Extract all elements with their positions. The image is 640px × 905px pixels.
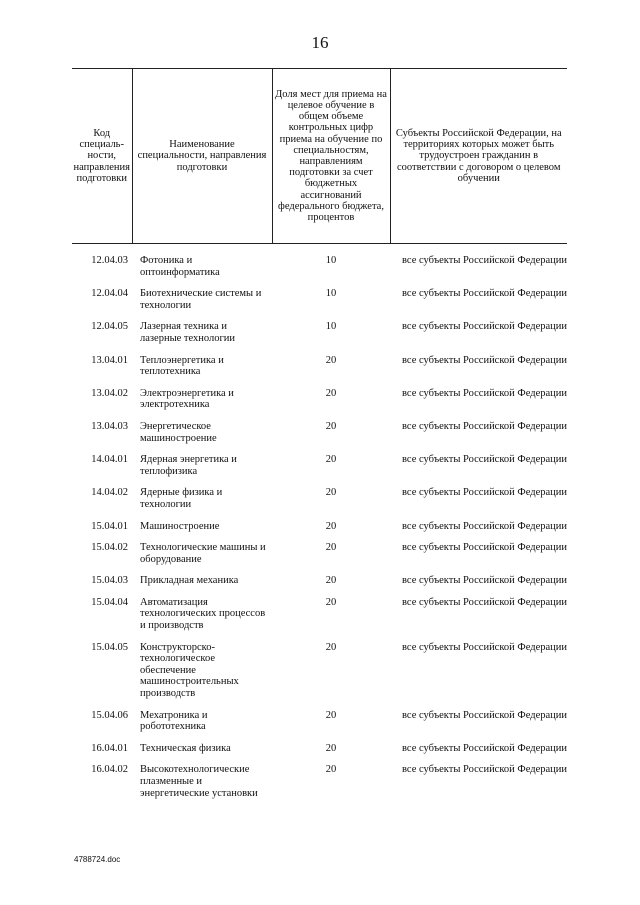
cell-share: 20 <box>325 742 337 754</box>
cell-share: 20 <box>325 520 337 532</box>
cell-code: 13.04.02 <box>91 387 128 399</box>
table-row <box>72 642 567 710</box>
cell-name: Машиностроение <box>140 520 220 532</box>
cell-code: 13.04.03 <box>91 420 128 432</box>
cell-name: Прикладная механика <box>140 575 239 587</box>
cell-share: 20 <box>325 420 337 432</box>
cell-code: 12.04.03 <box>91 255 128 266</box>
cell-code: 12.04.04 <box>91 288 128 300</box>
cell-share: 20 <box>325 354 337 366</box>
table-row <box>72 487 567 520</box>
cell-name: Мехатроника и робототехника <box>140 709 208 733</box>
cell-code: 14.04.02 <box>91 487 128 499</box>
cell-subjects: все субъекты Российской Федерации <box>402 487 567 499</box>
cell-subjects: все субъекты Российской Федерации <box>402 321 567 333</box>
page-number: 16 <box>311 33 329 52</box>
cell-name: Высокотехнологические плазменные и энергетические установки <box>140 764 258 799</box>
cell-name: Конструкторско-технологическое обеспечение машиностроительных производств <box>140 641 239 700</box>
cell-name: Ядерная энергетика и теплофизика <box>140 454 237 477</box>
table-row <box>72 575 567 597</box>
table-row <box>72 288 567 321</box>
table-row <box>72 597 567 642</box>
cell-subjects: все субъекты Российской Федерации <box>402 596 567 608</box>
cell-name: Фотоника и оптоинформатика <box>140 255 220 278</box>
cell-name: Ядерные физика и технологии <box>140 487 223 510</box>
cell-name: Техническая физика <box>140 742 231 754</box>
cell-name: Энергетическое машиностроение <box>140 420 217 444</box>
table-row <box>72 421 567 454</box>
cell-subjects: все субъекты Российской Федерации <box>402 354 567 366</box>
cell-share: 20 <box>325 575 337 587</box>
target-admission-table <box>72 68 567 809</box>
header-code: Код специаль-ности, направления подготовки <box>72 69 132 244</box>
cell-share: 20 <box>325 596 337 608</box>
cell-share: 20 <box>325 542 337 554</box>
document-filename: 4788724.doc <box>74 855 121 864</box>
header-name: Наименование специальности, направления подготовки <box>132 69 272 244</box>
cell-code: 15.04.04 <box>91 596 128 608</box>
cell-subjects: все субъекты Российской Федерации <box>402 542 567 554</box>
cell-code: 15.04.05 <box>91 641 128 653</box>
cell-name: Биотехнические системы и технологии <box>140 288 262 311</box>
cell-code: 15.04.06 <box>91 709 128 721</box>
cell-subjects: все субъекты Российской Федерации <box>402 575 567 587</box>
header-subjects: Субъекты Российской Федерации, на территориях которых может быть трудоустроен гражданин в соответствии с договором о целевом обучении <box>390 69 567 244</box>
table-row <box>72 521 567 543</box>
cell-share: 20 <box>325 641 337 653</box>
table-row <box>72 710 567 743</box>
table-header-row <box>72 69 567 244</box>
table-row <box>72 321 567 354</box>
cell-name: Теплоэнергетика и теплотехника <box>140 354 224 378</box>
table-row <box>72 743 567 765</box>
cell-code: 16.04.01 <box>91 742 128 754</box>
cell-name: Автоматизация технологических процессов и производств <box>140 596 266 632</box>
table-row <box>72 388 567 421</box>
cell-share: 10 <box>325 321 337 333</box>
cell-subjects: все субъекты Российской Федерации <box>402 255 567 266</box>
cell-code: 15.04.02 <box>91 542 128 554</box>
table-row <box>72 355 567 388</box>
cell-subjects: все субъекты Российской Федерации <box>402 641 567 653</box>
cell-subjects: все субъекты Российской Федерации <box>402 387 567 399</box>
cell-share: 20 <box>325 709 337 721</box>
cell-share: 20 <box>325 387 337 399</box>
cell-code: 15.04.03 <box>91 575 128 587</box>
cell-share: 20 <box>325 764 337 776</box>
table-row <box>72 764 567 809</box>
cell-share: 20 <box>325 454 337 466</box>
cell-subjects: все субъекты Российской Федерации <box>402 420 567 432</box>
cell-name: Технологические машины и оборудование <box>140 542 266 565</box>
cell-code: 15.04.01 <box>91 520 128 532</box>
table-row <box>72 244 567 289</box>
cell-subjects: все субъекты Российской Федерации <box>402 288 567 300</box>
cell-subjects: все субъекты Российской Федерации <box>402 709 567 721</box>
cell-share: 10 <box>325 255 337 266</box>
header-share: Доля мест для приема на целевое обучение в общем объеме контрольных цифр приема на обучение по специальностям, направлениям подготовки за счет бюджетных ассигнований федерального бюджета, процентов <box>272 69 390 244</box>
cell-share: 20 <box>325 487 337 499</box>
table-row <box>72 454 567 487</box>
cell-code: 14.04.01 <box>91 454 128 466</box>
cell-code: 12.04.05 <box>91 321 128 333</box>
cell-name: Электроэнергетика и электротехника <box>140 387 234 411</box>
cell-share: 10 <box>325 288 337 300</box>
cell-subjects: все субъекты Российской Федерации <box>402 520 567 532</box>
table-row <box>72 542 567 575</box>
cell-subjects: все субъекты Российской Федерации <box>402 764 567 776</box>
cell-subjects: все субъекты Российской Федерации <box>402 742 567 754</box>
cell-code: 13.04.01 <box>91 354 128 366</box>
cell-code: 16.04.02 <box>91 764 128 776</box>
cell-name: Лазерная техника и лазерные технологии <box>140 321 236 344</box>
cell-subjects: все субъекты Российской Федерации <box>402 454 567 466</box>
